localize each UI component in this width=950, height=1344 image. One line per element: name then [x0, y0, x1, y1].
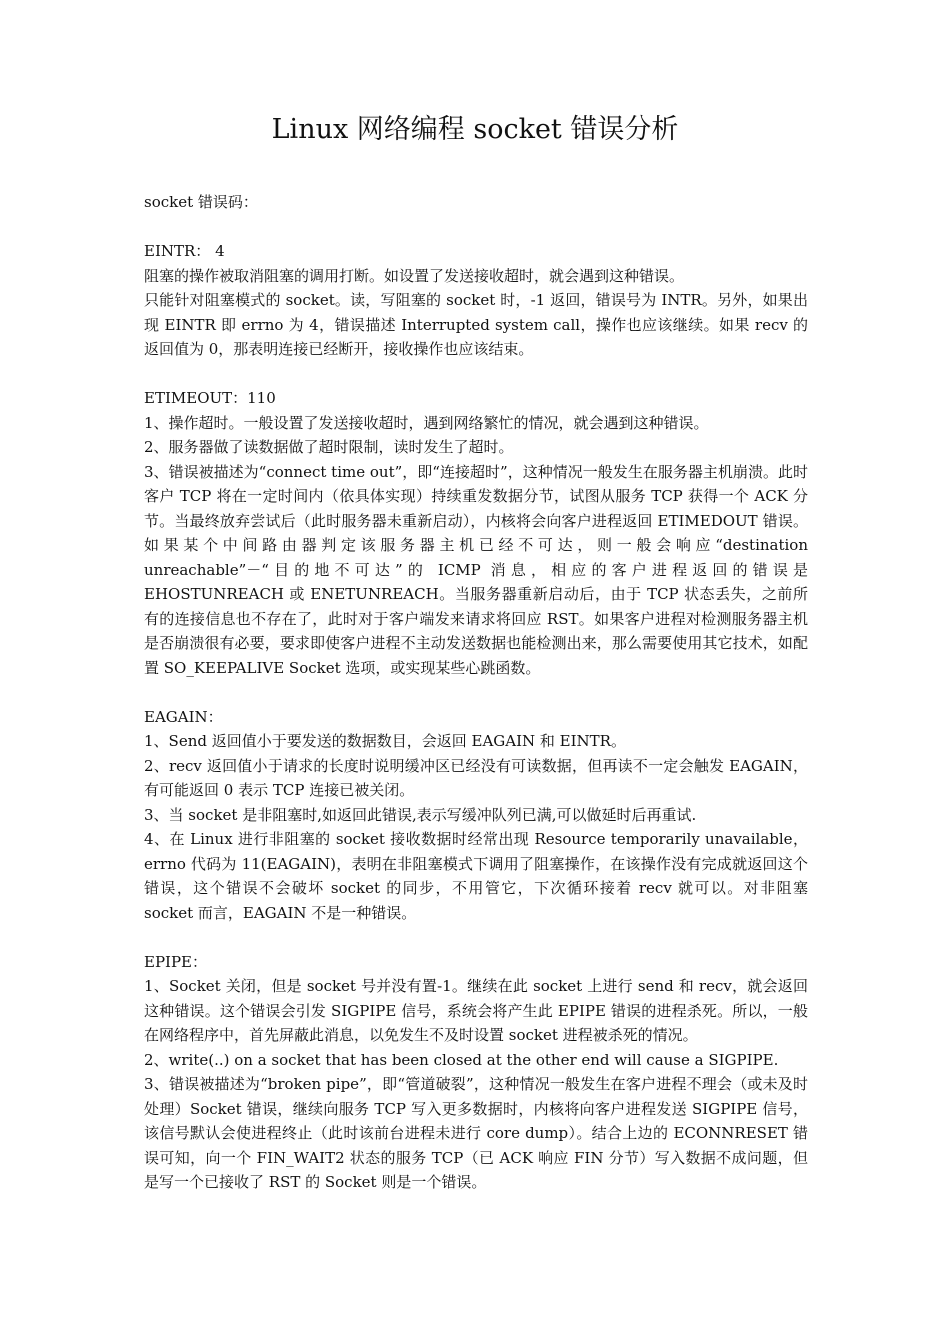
document-title: Linux 网络编程 socket 错误分析 [271, 114, 679, 145]
paragraph: 1、Socket 关闭，但是 socket 号并没有置-1。继续在此 socket 上进行 send 和 recv，就会返回这种错误。这个错误会引发 SIGPIPE 信号，系统会将产生此 EPIPE 错误的进程杀死。所以，一般在网络程序中，首先屏蔽此消息，以免发生不及时设置 socket 进程被杀死的情况。 [144, 977, 808, 1044]
spacer [144, 680, 808, 705]
paragraph: 2、recv 返回值小于请求的长度时说明缓冲区已经没有可读数据，但再读不一定会触发 EAGAIN，有可能返回 0 表示 TCP 连接已被关闭。 [144, 756, 808, 799]
paragraph: 3、错误被描述为“connect time out”，即“连接超时”，这种情况一般发生在服务器主机崩溃。此时客户 TCP 将在一定时间内（依具体实现）持续重发数据分节，试图从服务 TCP 获得一个 ACK 分节。当最终放弃尝试后（此时服务器未重新启动），内核将会向客户进程返回 ETIMEDOUT 错误。如果某个中间路由器判定该服务器主机已经不可达，则一般会响应“destination unreachable”－“目的地不可达”的 ICMP 消息，相应的客户进程返回的错误是 EHOSTUNREACH 或 ENETUNREACH。当服务器重新启动后，由于 TCP 状态丢失，之前所有的连接信息也不存在了，此时对于客户端发来请求将回应 RST。如果客户进程对检测服务器主机是否崩溃很有必要，要求即使客户进程不主动发送数据也能检测出来，那么需要使用其它技术，如配置 SO_KEEPALIVE Socket 选项，或实现某些心跳函数。 [144, 462, 808, 677]
paragraph: 只能针对阻塞模式的 socket。读，写阻塞的 socket 时，-1 返回，错误号为 INTR。另外，如果出现 EINTR 即 errno 为 4，错误描述 Interrupted system call，操作也应该继续。如果 recv 的返回值为 0，那表明连接已经断开，接收操作也应该结束。 [144, 291, 808, 358]
section-heading-eintr: EINTR： 4 [144, 242, 225, 260]
section-heading-epipe: EPIPE： [144, 952, 208, 971]
spacer [144, 215, 808, 240]
spacer [144, 925, 808, 950]
paragraph: 1、Send 返回值小于要发送的数据数目，会返回 EAGAIN 和 EINTR。 [144, 732, 626, 750]
paragraph: 1、操作超时。一般设置了发送接收超时，遇到网络繁忙的情况，就会遇到这种错误。 [144, 413, 709, 432]
paragraph: 阻塞的操作被取消阻塞的调用打断。如设置了发送接收超时，就会遇到这种错误。 [144, 266, 685, 285]
document-body [144, 190, 808, 1195]
paragraph: 2、write(..) on a socket that has been closed at the other end will cause a SIGPIPE. [144, 1050, 779, 1069]
paragraph: 2、服务器做了读数据做了超时限制，读时发生了超时。 [144, 438, 514, 456]
paragraph: 4、在 Linux 进行非阻塞的 socket 接收数据时经常出现 Resource temporarily unavailable，errno 代码为 11(EAGAIN)，表明在非阻塞模式下调用了阻塞操作，在该操作没有完成就返回这个错误，这个错误不会破坏 socket 的同步，不用管它，下次循环接着 recv 就可以。对非阻塞 socket 而言，EAGAIN 不是一种错误。 [144, 830, 808, 922]
paragraph: 3、错误被描述为“broken pipe”，即“管道破裂”，这种情况一般发生在客户进程不理会（或未及时处理）Socket 错误，继续向服务 TCP 写入更多数据时，内核将向客户进程发送 SIGPIPE 信号，该信号默认会使进程终止（此时该前台进程未进行 core dump）。结合上边的 ECONNRESET 错误可知，向一个 FIN_WAIT2 状态的服务 TCP（已 ACK 响应 FIN 分节）写入数据不成问题，但是写一个已接收了 RST 的 Socket 则是一个错误。 [144, 1075, 808, 1191]
intro-text: socket 错误码： [144, 193, 258, 211]
spacer [144, 362, 808, 387]
section-heading-eagain: EAGAIN： [144, 707, 223, 726]
section-heading-etimeout: ETIMEOUT：110 [144, 389, 276, 407]
paragraph: 3、当 socket 是非阻塞时,如返回此错误,表示写缓冲队列已满,可以做延时后再重试. [144, 805, 697, 824]
